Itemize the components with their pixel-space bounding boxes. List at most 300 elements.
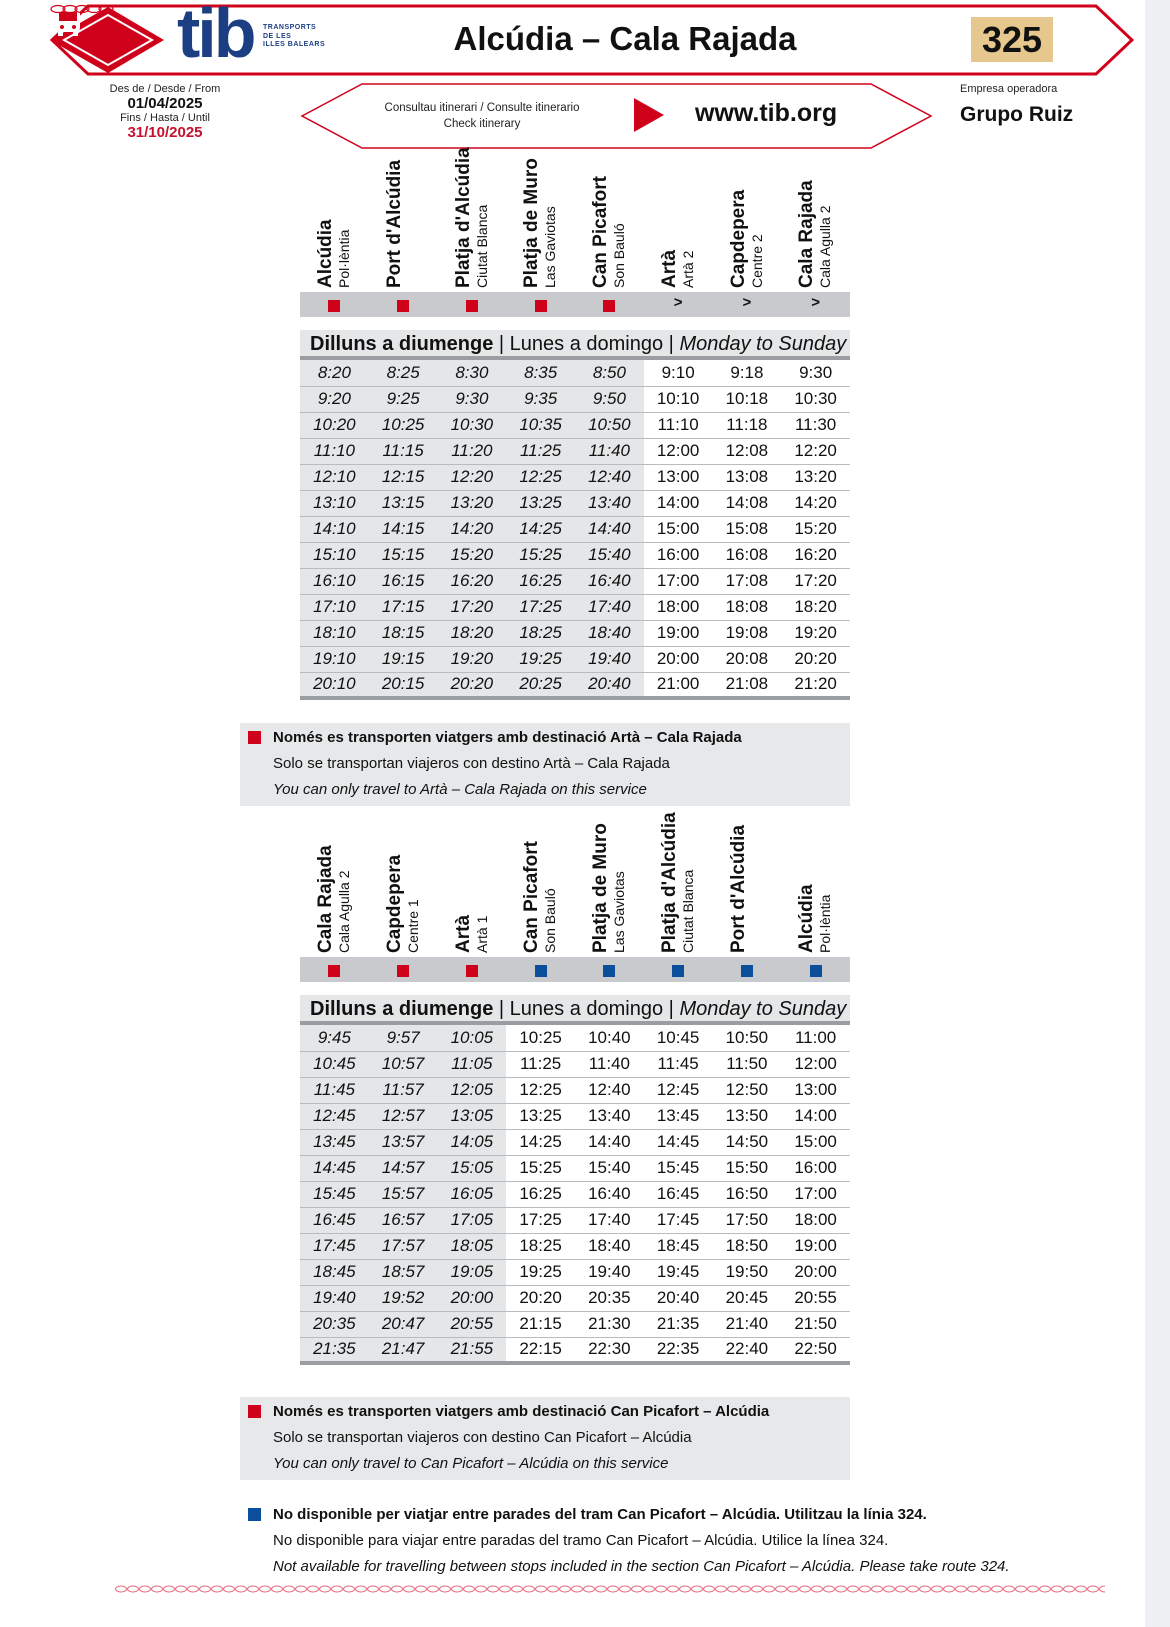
departure-time: 12:57: [369, 1103, 438, 1129]
departure-time: 16:00: [644, 542, 713, 568]
note-destination-only: [240, 723, 850, 806]
departure-time: 13:00: [781, 1077, 850, 1103]
table-row: [300, 1311, 850, 1337]
departure-time: 11:20: [438, 438, 507, 464]
note-text-es: Solo se transportan viajeros con destino Artà – Cala Rajada: [273, 755, 670, 772]
departure-time: 11:18: [713, 412, 782, 438]
stop-marker-bar: [300, 957, 850, 982]
departure-time: 17:00: [781, 1181, 850, 1207]
stop-name: Port d'Alcúdia: [383, 159, 405, 288]
table-row: [300, 1181, 850, 1207]
departure-time: 19:25: [506, 1259, 575, 1285]
departure-time: 15:40: [575, 542, 644, 568]
departure-time: 18:40: [575, 1233, 644, 1259]
departure-time: 9:25: [369, 386, 438, 412]
departure-time: 15:10: [300, 542, 369, 568]
departure-time: 17:05: [438, 1207, 507, 1233]
departure-time: 11:25: [506, 1051, 575, 1077]
departure-time: 13:05: [438, 1103, 507, 1129]
departure-time: 9:57: [369, 1025, 438, 1051]
note-destination-only: [240, 1397, 850, 1480]
departure-time: 20:40: [575, 672, 644, 698]
departure-time: 22:40: [713, 1337, 782, 1363]
departure-time: 18:20: [438, 620, 507, 646]
departure-time: 16:20: [781, 542, 850, 568]
validity-period: [90, 83, 240, 141]
stop-subname: Ciutat Blanca: [679, 869, 696, 953]
departure-time: 10:30: [438, 412, 507, 438]
departure-time: 21:20: [781, 672, 850, 698]
departure-time: 20:45: [713, 1285, 782, 1311]
departure-time: 20:35: [300, 1311, 369, 1337]
departure-time: 18:25: [506, 620, 575, 646]
note-text-ca: No disponible per viatjar entre parades del tram Can Picafort – Alcúdia. Utilitzau la línia 324.: [273, 1506, 927, 1523]
brand-logo: tib: [177, 0, 254, 72]
departure-time: 11:25: [506, 438, 575, 464]
stop-name: Can Picafort: [590, 176, 611, 288]
inbound-timetable: [300, 812, 850, 1365]
departure-time: 19:15: [369, 646, 438, 672]
stop-subname: Las Gaviotas: [542, 206, 559, 288]
departure-time: 20:00: [781, 1259, 850, 1285]
table-row: [300, 542, 850, 568]
table-row: [300, 1129, 850, 1155]
note-text-ca: Només es transporten viatgers amb destinació Can Picafort – Alcúdia: [273, 1403, 770, 1420]
note-text-en: Not available for travelling between stops included in the section Can Picafort – Alcúdia. Please take route 324.: [273, 1558, 1010, 1575]
departure-time: 14:50: [713, 1129, 782, 1155]
departure-time: 20:47: [369, 1311, 438, 1337]
table-row: [300, 1233, 850, 1259]
blue-square-icon: [741, 965, 753, 977]
departure-time: 21:47: [369, 1337, 438, 1363]
day-header: Dilluns a diumenge | Lunes a domingo | Monday to Sunday: [300, 330, 850, 360]
stop-name: Platja de Muro: [590, 823, 611, 953]
departure-time: 13:20: [781, 464, 850, 490]
brand-subtitle: TRANSPORTS DE LES ILLES BALEARS: [263, 24, 326, 48]
departure-time: 9:50: [575, 386, 644, 412]
departure-time: 12:20: [438, 464, 507, 490]
note-text-ca: Només es transporten viatgers amb destinació Artà – Cala Rajada: [273, 729, 742, 746]
departure-time: 18:10: [300, 620, 369, 646]
table-row: [300, 412, 850, 438]
departure-time: 9:18: [713, 360, 782, 386]
red-square-icon: [397, 300, 409, 312]
departure-time: 15:15: [369, 542, 438, 568]
departure-time: 16:00: [781, 1155, 850, 1181]
departure-time: 21:50: [781, 1311, 850, 1337]
table-row: [300, 1025, 850, 1051]
departure-time: 14:08: [713, 490, 782, 516]
outbound-timetable: [300, 147, 850, 700]
departure-time: 15:40: [575, 1155, 644, 1181]
stop-name: Platja de Muro: [521, 158, 543, 288]
departure-time: 10:40: [575, 1025, 644, 1051]
departure-time: 17:40: [575, 594, 644, 620]
departure-time: 9:35: [506, 386, 575, 412]
departure-time: 16:40: [575, 568, 644, 594]
departure-time: 15:00: [781, 1129, 850, 1155]
departure-time: 8:25: [369, 360, 438, 386]
departure-time: 19:10: [300, 646, 369, 672]
chain-ornament-footer: [115, 1583, 1105, 1595]
operator-info: [960, 83, 1073, 127]
departure-time: 15:05: [438, 1155, 507, 1181]
table-row: [300, 672, 850, 698]
departure-time: 11:40: [575, 1051, 644, 1077]
departure-time: 11:40: [575, 438, 644, 464]
departure-time: 10:35: [506, 412, 575, 438]
stop-headers: [300, 812, 850, 957]
departure-time: 21:30: [575, 1311, 644, 1337]
departure-time: 17:50: [713, 1207, 782, 1233]
red-square-icon: [466, 965, 478, 977]
departure-time: 16:15: [369, 568, 438, 594]
blue-square-icon: [535, 965, 547, 977]
play-arrow-icon: [634, 98, 664, 132]
table-row: [300, 1285, 850, 1311]
departure-time: 12:50: [713, 1077, 782, 1103]
departure-time: 22:15: [506, 1337, 575, 1363]
departure-time: 10:57: [369, 1051, 438, 1077]
departure-time: 22:50: [781, 1337, 850, 1363]
chain-ornament-icon: [50, 4, 114, 14]
departure-time: 14:45: [300, 1155, 369, 1181]
departure-time: 10:45: [644, 1025, 713, 1051]
departure-time: 9:30: [438, 386, 507, 412]
departure-time: 11:10: [644, 412, 713, 438]
departure-time: 10:10: [644, 386, 713, 412]
greater-than-arrow-icon: >: [742, 294, 752, 311]
departure-time: 19:40: [300, 1285, 369, 1311]
departure-time: 16:40: [575, 1181, 644, 1207]
table-row: [300, 360, 850, 386]
departure-time: 14:00: [644, 490, 713, 516]
departure-time: 13:40: [575, 1103, 644, 1129]
stop-name: Cala Rajada: [315, 845, 336, 953]
departure-time: 17:25: [506, 594, 575, 620]
blue-square-icon: [248, 1508, 261, 1521]
departure-time: 21:35: [300, 1337, 369, 1363]
departure-time: 18:45: [300, 1259, 369, 1285]
departure-time: 19:00: [781, 1233, 850, 1259]
departure-time: 14:40: [575, 1129, 644, 1155]
departure-time: 17:57: [369, 1233, 438, 1259]
departure-time: 10:50: [713, 1025, 782, 1051]
departure-time: 10:05: [438, 1025, 507, 1051]
departure-time: 17:45: [300, 1233, 369, 1259]
departure-time: 14:00: [781, 1103, 850, 1129]
day-header: Dilluns a diumenge | Lunes a domingo | Monday to Sunday: [300, 995, 850, 1025]
stop-subname: Cala Agulla 2: [336, 870, 352, 953]
departure-time: 18:25: [506, 1233, 575, 1259]
departure-time: 11:50: [713, 1051, 782, 1077]
departure-time: 14:10: [300, 516, 369, 542]
stop-name: Platja d'Alcúdia: [452, 147, 474, 288]
stop-subname: Ciutat Blanca: [473, 204, 490, 288]
departure-time: 8:50: [575, 360, 644, 386]
departure-time: 13:10: [300, 490, 369, 516]
departure-time: 14:20: [781, 490, 850, 516]
departure-time: 20:35: [575, 1285, 644, 1311]
note-text-es: Solo se transportan viajeros con destino Can Picafort – Alcúdia: [273, 1429, 692, 1446]
departure-time: 10:18: [713, 386, 782, 412]
departure-time: 19:52: [369, 1285, 438, 1311]
departure-time: 12:10: [300, 464, 369, 490]
departure-time: 10:50: [575, 412, 644, 438]
departure-time: 18:05: [438, 1233, 507, 1259]
departure-time: 15:45: [300, 1181, 369, 1207]
departure-time: 21:55: [438, 1337, 507, 1363]
departure-time: 12:00: [644, 438, 713, 464]
departure-time: 19:20: [781, 620, 850, 646]
departure-time: 12:45: [644, 1077, 713, 1103]
table-row: [300, 1155, 850, 1181]
departure-time: 9:10: [644, 360, 713, 386]
departure-time: 16:20: [438, 568, 507, 594]
departure-time: 22:35: [644, 1337, 713, 1363]
departure-time: 20:00: [644, 646, 713, 672]
departure-time: 10:25: [369, 412, 438, 438]
stop-marker-bar: [300, 292, 850, 317]
departure-time: 17:45: [644, 1207, 713, 1233]
departure-time: 11:45: [300, 1077, 369, 1103]
departure-time: 17:08: [713, 568, 782, 594]
table-row: [300, 1051, 850, 1077]
table-row: [300, 1207, 850, 1233]
departure-time: 12:25: [506, 464, 575, 490]
departure-time: 15:20: [781, 516, 850, 542]
departure-time: 14:15: [369, 516, 438, 542]
red-square-icon: [466, 300, 478, 312]
until-label: Fins / Hasta / Until: [120, 112, 210, 124]
note-text-en: You can only travel to Artà – Cala Rajada on this service: [273, 781, 647, 798]
departure-time: 20:00: [438, 1285, 507, 1311]
note-text-es: No disponible para viajar entre paradas del tramo Can Picafort – Alcúdia. Utilice la línea 324.: [273, 1532, 889, 1549]
departure-time: 9:45: [300, 1025, 369, 1051]
departure-time: 10:25: [506, 1025, 575, 1051]
table-row: [300, 490, 850, 516]
table-row: [300, 594, 850, 620]
departure-time: 13:25: [506, 1103, 575, 1129]
departure-time: 18:50: [713, 1233, 782, 1259]
stop-name: Port d'Alcúdia: [727, 824, 749, 953]
operator-name: Grupo Ruiz: [960, 103, 1074, 126]
stop-name: Artà: [658, 249, 680, 288]
from-label: Des de / Desde / From: [109, 83, 221, 95]
departure-time: 8:30: [438, 360, 507, 386]
stop-subname: Pol·lèntia: [336, 229, 352, 288]
departure-time: 17:15: [369, 594, 438, 620]
itinerary-banner[interactable]: [300, 82, 933, 150]
stop-subname: Artà 2: [679, 250, 696, 288]
departure-time: 18:00: [781, 1207, 850, 1233]
stop-name: Capdepera: [383, 854, 405, 953]
departure-time: 20:55: [781, 1285, 850, 1311]
departure-time: 12:40: [575, 1077, 644, 1103]
departure-time: 11:00: [781, 1025, 850, 1051]
departure-time: 11:45: [644, 1051, 713, 1077]
table-row: [300, 1259, 850, 1285]
departure-time: 12:40: [575, 464, 644, 490]
departure-time: 19:50: [713, 1259, 782, 1285]
departure-time: 17:25: [506, 1207, 575, 1233]
departure-time: 17:10: [300, 594, 369, 620]
departure-time: 17:20: [781, 568, 850, 594]
departure-time: 19:20: [438, 646, 507, 672]
departure-time: 16:10: [300, 568, 369, 594]
departure-time: 9:20: [300, 386, 369, 412]
departure-time: 15:08: [713, 516, 782, 542]
departure-time: 14:25: [506, 516, 575, 542]
departure-time: 11:05: [438, 1051, 507, 1077]
red-square-icon: [328, 300, 340, 312]
red-square-icon: [603, 300, 615, 312]
table-row: [300, 646, 850, 672]
departure-time: 13:25: [506, 490, 575, 516]
departure-time: 14:25: [506, 1129, 575, 1155]
departure-time: 15:00: [644, 516, 713, 542]
departure-time: 16:57: [369, 1207, 438, 1233]
departure-time: 10:45: [300, 1051, 369, 1077]
departure-time: 13:40: [575, 490, 644, 516]
note-text-en: You can only travel to Can Picafort – Alcúdia on this service: [273, 1455, 669, 1472]
departure-time: 12:25: [506, 1077, 575, 1103]
note-section-restriction: [240, 1500, 1010, 1583]
departure-time: 16:45: [300, 1207, 369, 1233]
departure-time: 20:15: [369, 672, 438, 698]
departure-time: 17:00: [644, 568, 713, 594]
departure-time: 19:08: [713, 620, 782, 646]
departure-time: 17:20: [438, 594, 507, 620]
departure-time: 13:50: [713, 1103, 782, 1129]
schedule-table: [300, 1025, 850, 1365]
table-row: [300, 1077, 850, 1103]
departure-time: 15:50: [713, 1155, 782, 1181]
table-row: [300, 464, 850, 490]
departure-time: 15:20: [438, 542, 507, 568]
table-row: [300, 386, 850, 412]
departure-time: 21:08: [713, 672, 782, 698]
departure-time: 13:45: [644, 1103, 713, 1129]
departure-time: 21:15: [506, 1311, 575, 1337]
stop-name: Capdepera: [727, 189, 749, 288]
departure-time: 10:20: [300, 412, 369, 438]
departure-time: 21:35: [644, 1311, 713, 1337]
departure-time: 16:45: [644, 1181, 713, 1207]
until-date: 31/10/2025: [127, 124, 203, 141]
stop-name: Alcúdia: [796, 884, 818, 953]
table-row: [300, 1337, 850, 1363]
departure-time: 16:08: [713, 542, 782, 568]
stop-name: Cala Rajada: [796, 180, 818, 288]
departure-time: 19:40: [575, 646, 644, 672]
departure-time: 14:05: [438, 1129, 507, 1155]
stop-name: Artà: [452, 914, 474, 953]
table-row: [300, 438, 850, 464]
departure-time: 19:25: [506, 646, 575, 672]
stop-subname: Centre 2: [748, 234, 765, 288]
departure-time: 11:15: [369, 438, 438, 464]
departure-time: 18:15: [369, 620, 438, 646]
departure-time: 16:25: [506, 1181, 575, 1207]
itinerary-text: Consultau itinerari / Consulte itinerario Check itinerary: [384, 102, 580, 130]
departure-time: 13:08: [713, 464, 782, 490]
departure-time: 12:45: [300, 1103, 369, 1129]
departure-time: 13:15: [369, 490, 438, 516]
departure-time: 20:20: [506, 1285, 575, 1311]
departure-time: 10:30: [781, 386, 850, 412]
stop-subname: Son Bauló: [611, 223, 627, 288]
schedule-table: [300, 360, 850, 700]
departure-time: 18:20: [781, 594, 850, 620]
departure-time: 9:30: [781, 360, 850, 386]
departure-time: 14:45: [644, 1129, 713, 1155]
departure-time: 16:50: [713, 1181, 782, 1207]
stop-subname: Pol·lèntia: [817, 894, 834, 953]
header: [50, 0, 1134, 76]
departure-time: 20:10: [300, 672, 369, 698]
departure-time: 20:08: [713, 646, 782, 672]
table-row: [300, 620, 850, 646]
departure-time: 12:00: [781, 1051, 850, 1077]
blue-square-icon: [603, 965, 615, 977]
departure-time: 21:40: [713, 1311, 782, 1337]
departure-time: 16:05: [438, 1181, 507, 1207]
greater-than-arrow-icon: >: [811, 294, 820, 311]
stop-name: Alcúdia: [315, 219, 336, 288]
greater-than-arrow-icon: >: [673, 294, 683, 311]
departure-time: 22:30: [575, 1337, 644, 1363]
stop-name: Can Picafort: [521, 841, 543, 953]
website-link[interactable]: www.tib.org: [695, 99, 838, 127]
table-row: [300, 568, 850, 594]
departure-time: 15:45: [644, 1155, 713, 1181]
stop-headers: [300, 147, 850, 292]
departure-time: 19:05: [438, 1259, 507, 1285]
departure-time: 18:40: [575, 620, 644, 646]
departure-time: 15:25: [506, 1155, 575, 1181]
departure-time: 18:00: [644, 594, 713, 620]
table-row: [300, 1103, 850, 1129]
departure-time: 13:20: [438, 490, 507, 516]
red-square-icon: [535, 300, 547, 312]
red-square-icon: [248, 731, 261, 744]
departure-time: 15:25: [506, 542, 575, 568]
departure-time: 12:05: [438, 1077, 507, 1103]
red-square-icon: [328, 965, 340, 977]
blue-square-icon: [810, 965, 822, 977]
table-row: [300, 516, 850, 542]
departure-time: 16:25: [506, 568, 575, 594]
stop-subname: Centre 1: [404, 899, 421, 953]
departure-time: 20:55: [438, 1311, 507, 1337]
departure-time: 18:08: [713, 594, 782, 620]
stop-subname: Artà 1: [473, 915, 490, 953]
stop-subname: Cala Agulla 2: [817, 205, 834, 288]
stop-subname: Son Bauló: [542, 888, 559, 953]
stop-name: Platja d'Alcúdia: [658, 812, 680, 953]
departure-time: 15:57: [369, 1181, 438, 1207]
departure-time: 20:40: [644, 1285, 713, 1311]
departure-time: 8:35: [506, 360, 575, 386]
departure-time: 13:00: [644, 464, 713, 490]
departure-time: 20:25: [506, 672, 575, 698]
departure-time: 13:57: [369, 1129, 438, 1155]
departure-time: 19:40: [575, 1259, 644, 1285]
departure-time: 12:20: [781, 438, 850, 464]
departure-time: 19:45: [644, 1259, 713, 1285]
departure-time: 8:20: [300, 360, 369, 386]
